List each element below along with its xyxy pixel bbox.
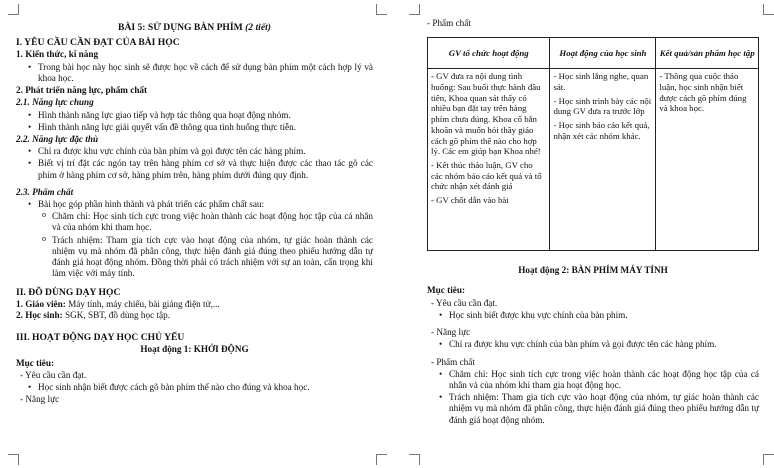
list-item: • Hình thành năng lực giải quyết vấn đề thông qua tình huống thực tiễn.: [16, 122, 373, 133]
objective-heading: Mục tiêu:: [16, 357, 55, 368]
list-item: • Bài học góp phần hình thành và phát triển các phẩm chất sau:: [16, 199, 373, 210]
bullet-list: [16, 146, 373, 181]
cell-text: - Thông qua cuộc thảo luận, học sinh nhận biết được cách gõ phím đúng và khoa học.: [659, 71, 747, 114]
list-item: o Chăm chỉ: Học sinh tích cực trong việc hoàn thành các hoạt động học tập của cá nhân và của nhóm khi tham học.: [16, 211, 373, 233]
table-cell: [550, 69, 656, 251]
cell-text: - GV chốt dẫn vào bài: [431, 195, 509, 206]
subsection-heading: 1. Kiến thức, kĩ năng: [16, 49, 99, 60]
list-item: o Trách nhiệm: Tham gia tích cực vào hoạt động của nhóm, tự giác hoàn thành các nhiệm vụ mà nhóm đã phân công, thực hiện đánh giá đúng theo phiếu hướng dẫn tự đánh giá hoạt động nhóm. Đồng thời phải có trách nhiệm với sự an toàn, cẩn trọng khi làm việc với máy tính.: [16, 235, 373, 280]
right-page: [387, 0, 774, 468]
cell-text: - Học sinh lắng nghe, quan sát.: [553, 71, 649, 92]
list-item: • Biết vị trí đặt các ngón tay trên hàng phím cơ sở và thực hiện được các thao tác gõ các phím ở hàng phím cơ sở, hàng phím trên, hàng phím dưới đúng quy định.: [16, 158, 373, 180]
list-item: • Chăm chỉ: Học sinh tích cực trong việc hoàn thành các hoạt động học tập của cá nhân và của nhóm khi tham gia hoạt động học.: [427, 369, 759, 391]
margin-mark: [409, 454, 420, 465]
subsection-heading: 2.3. Phẩm chất: [16, 186, 74, 197]
section-heading: I. YÊU CẦU CẦN ĐẠT CỦA BÀI HỌC: [16, 36, 180, 48]
margin-mark: [409, 4, 420, 15]
table-row: [428, 69, 759, 251]
margin-mark: [376, 454, 387, 465]
objective-line: - Năng lực: [20, 394, 60, 405]
cell-text: - Học sinh trình bày các nội dung GV đưa ra trước lớp: [553, 95, 652, 117]
table-header-row: [428, 38, 759, 69]
subsection-heading: 2.2. Năng lực đặc thù: [16, 133, 99, 144]
subsection-heading: 2.1. Năng lực chung: [16, 97, 94, 108]
subsection-heading: 2. Phát triển năng lực, phẩm chất: [16, 85, 148, 96]
section-heading: III. HOẠT ĐỘNG DẠY HỌC CHỦ YẾU: [16, 331, 185, 343]
activity-table: [427, 37, 759, 251]
table-cell: [656, 69, 759, 251]
sub-bullet-list: [16, 211, 373, 279]
table-header: Hoạt động của học sinh: [550, 38, 656, 69]
objective-heading: Mục tiêu:: [427, 285, 466, 296]
objective-line: - Phẩm chất: [431, 356, 475, 367]
bullet-list: [16, 110, 373, 133]
cell-text: - GV đưa ra nội dung tình huống: Sau buổi thực hành đầu tiên, Khoa quan sát thấy có nhiều bạn đặt tay trên hàng phím chưa đúng. Khoa cố bắn khoăn và muốn hỏi thầy giáo cách gõ phím thế nào cho hợp lý. Các em giúp bạn Khoa nhé!: [431, 71, 541, 157]
objective-line: - Yêu cầu cần đạt.: [20, 369, 87, 380]
margin-mark: [8, 454, 19, 465]
activity-heading: Hoạt động 1: KHỞI ĐỘNG: [140, 344, 249, 355]
objective-line: - Phẩm chất: [427, 18, 471, 28]
objective-line: - Yêu cầu cần đạt.: [431, 297, 498, 308]
list-item: • Chỉ ra được khu vực chính của bàn phím và gọi được tên các hàng phím.: [16, 146, 373, 157]
cell-text: - Kết thúc thảo luận, GV cho các nhóm báo cáo kết quả và tổ chức nhận xét đánh giá: [431, 159, 542, 192]
right-content: [427, 18, 759, 427]
list-item: • Học sinh biết được khu vực chính của bàn phím.: [427, 310, 759, 321]
margin-mark: [763, 454, 774, 465]
table-cell: [428, 69, 550, 251]
left-content: [16, 22, 373, 406]
margin-mark: [763, 4, 774, 15]
bullet-list: [16, 382, 373, 393]
bullet-list: [427, 310, 759, 321]
list-item: • Trong bài học này học sinh sẽ được học về cách để sử dụng bàn phím một cách hợp lý và khoa học.: [16, 62, 373, 84]
list-item: • Hình thành năng lực giao tiếp và hợp tác thông qua hoạt động nhóm.: [16, 110, 373, 121]
lesson-title: BÀI 5: SỬ DỤNG BÀN PHÍM (2 tiết): [118, 22, 271, 33]
margin-mark: [376, 4, 387, 15]
cell-text: - Học sinh báo cáo kết quả, nhận xét các nhóm khác.: [553, 120, 650, 141]
bullet-list: [16, 62, 373, 84]
margin-mark: [8, 4, 19, 15]
list-item: • Học sinh nhận biết được cách gõ bàn phím thế nào cho đúng và khoa học.: [16, 382, 373, 393]
list-item: • Trách nhiệm: Tham gia tích cực vào hoạt động của nhóm, tự giác hoàn thành các nhiệm vụ mà nhóm đã phân công, thực hiện đánh giá đúng theo phiếu hướng dẫn tự đánh giá hoạt động nhóm.: [427, 392, 759, 426]
section-heading: II. ĐỒ DÙNG DẠY HỌC: [16, 286, 121, 298]
bullet-list: [427, 369, 759, 426]
table-header: GV tổ chức hoạt động: [428, 38, 550, 69]
table-header: Kết quả/sản phẩm học tập: [656, 38, 759, 69]
materials-student: 2. Học sinh: SGK, SBT, đồ dùng học tập.: [16, 310, 170, 321]
list-item: • Chỉ ra được khu vực chính của bàn phím và gọi được tên các hàng phím.: [427, 339, 759, 350]
bullet-list: [427, 339, 759, 350]
objective-line: - Năng lực: [431, 327, 471, 338]
bullet-list: [16, 199, 373, 210]
materials-teacher: 1. Giáo viên: Máy tính, máy chiếu, bài giảng điện tử,...: [16, 299, 220, 310]
activity-heading: Hoạt động 2: BÀN PHÍM MÁY TÍNH: [518, 265, 668, 276]
